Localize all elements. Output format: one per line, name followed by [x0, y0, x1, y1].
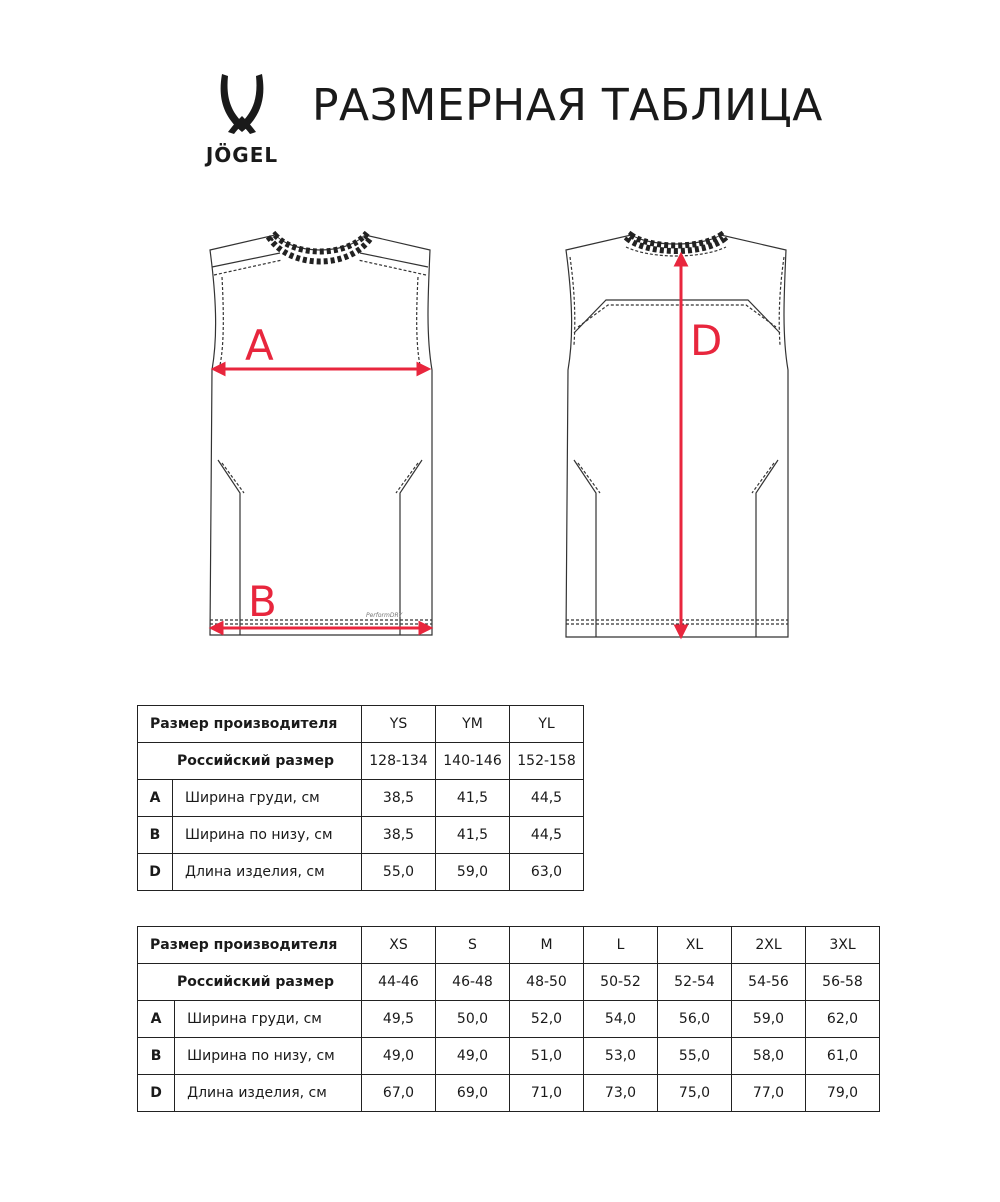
value-cell: 59,0 — [436, 854, 510, 891]
table-row — [138, 1038, 880, 1075]
row-label: Ширина груди, см — [175, 1001, 362, 1038]
value-cell: 58,0 — [732, 1038, 806, 1075]
russian-label: Российский размер — [138, 964, 362, 1001]
value-cell: 41,5 — [436, 817, 510, 854]
front-jersey-drawing — [200, 225, 445, 645]
value-cell: 49,0 — [362, 1038, 436, 1075]
russian-size-cell: 56-58 — [806, 964, 880, 1001]
back-jersey-drawing — [556, 225, 801, 645]
size-cell: YL — [510, 706, 584, 743]
russian-size-cell: 44-46 — [362, 964, 436, 1001]
value-cell: 38,5 — [362, 817, 436, 854]
header-label: Размер производителя — [138, 706, 362, 743]
value-cell: 61,0 — [806, 1038, 880, 1075]
size-cell: M — [510, 927, 584, 964]
header-label: Размер производителя — [138, 927, 362, 964]
value-cell: 49,0 — [436, 1038, 510, 1075]
russian-label: Российский размер — [138, 743, 362, 780]
size-table-youth — [137, 705, 584, 891]
value-cell: 53,0 — [584, 1038, 658, 1075]
row-code: B — [138, 1038, 175, 1075]
value-cell: 55,0 — [362, 854, 436, 891]
measure-letter-a: A — [245, 321, 274, 370]
front-view-diagram — [200, 225, 445, 645]
size-cell: S — [436, 927, 510, 964]
value-cell: 56,0 — [658, 1001, 732, 1038]
brand-logo — [192, 70, 292, 170]
row-code: A — [138, 1001, 175, 1038]
value-cell: 51,0 — [510, 1038, 584, 1075]
table-row — [138, 817, 584, 854]
russian-size-cell: 48-50 — [510, 964, 584, 1001]
russian-size-cell: 46-48 — [436, 964, 510, 1001]
value-cell: 77,0 — [732, 1075, 806, 1112]
value-cell: 67,0 — [362, 1075, 436, 1112]
back-view-diagram — [556, 225, 801, 645]
value-cell: 63,0 — [510, 854, 584, 891]
row-label: Ширина груди, см — [173, 780, 362, 817]
value-cell: 38,5 — [362, 780, 436, 817]
row-code: A — [138, 780, 173, 817]
page-title: РАЗМЕРНАЯ ТАБЛИЦА — [312, 80, 823, 131]
value-cell: 54,0 — [584, 1001, 658, 1038]
size-cell: 3XL — [806, 927, 880, 964]
size-cell: XL — [658, 927, 732, 964]
table-row — [138, 854, 584, 891]
row-label: Длина изделия, см — [175, 1075, 362, 1112]
value-cell: 44,5 — [510, 780, 584, 817]
logo-mark-icon — [192, 70, 292, 140]
value-cell: 52,0 — [510, 1001, 584, 1038]
russian-size-cell: 140-146 — [436, 743, 510, 780]
table-row — [138, 1001, 880, 1038]
table-row — [138, 706, 584, 743]
size-cell: YS — [362, 706, 436, 743]
row-label: Длина изделия, см — [173, 854, 362, 891]
row-label: Ширина по низу, см — [173, 817, 362, 854]
value-cell: 73,0 — [584, 1075, 658, 1112]
table-row — [138, 964, 880, 1001]
size-table-adult — [137, 926, 880, 1112]
value-cell: 71,0 — [510, 1075, 584, 1112]
russian-size-cell: 50-52 — [584, 964, 658, 1001]
print-label: PerformDRY — [366, 612, 403, 619]
table-row — [138, 927, 880, 964]
value-cell: 75,0 — [658, 1075, 732, 1112]
russian-size-cell: 54-56 — [732, 964, 806, 1001]
row-label: Ширина по низу, см — [175, 1038, 362, 1075]
size-cell: L — [584, 927, 658, 964]
value-cell: 41,5 — [436, 780, 510, 817]
size-cell: 2XL — [732, 927, 806, 964]
table-row — [138, 743, 584, 780]
measure-letter-d: D — [690, 316, 723, 365]
value-cell: 62,0 — [806, 1001, 880, 1038]
russian-size-cell: 52-54 — [658, 964, 732, 1001]
table-row — [138, 780, 584, 817]
size-cell: XS — [362, 927, 436, 964]
row-code: D — [138, 1075, 175, 1112]
row-code: D — [138, 854, 173, 891]
russian-size-cell: 152-158 — [510, 743, 584, 780]
value-cell: 79,0 — [806, 1075, 880, 1112]
brand-name: JÖGEL — [205, 143, 279, 167]
measure-letter-b: B — [248, 577, 277, 626]
value-cell: 49,5 — [362, 1001, 436, 1038]
value-cell: 50,0 — [436, 1001, 510, 1038]
value-cell: 44,5 — [510, 817, 584, 854]
table-row — [138, 1075, 880, 1112]
value-cell: 59,0 — [732, 1001, 806, 1038]
value-cell: 55,0 — [658, 1038, 732, 1075]
size-cell: YM — [436, 706, 510, 743]
row-code: B — [138, 817, 173, 854]
russian-size-cell: 128-134 — [362, 743, 436, 780]
value-cell: 69,0 — [436, 1075, 510, 1112]
